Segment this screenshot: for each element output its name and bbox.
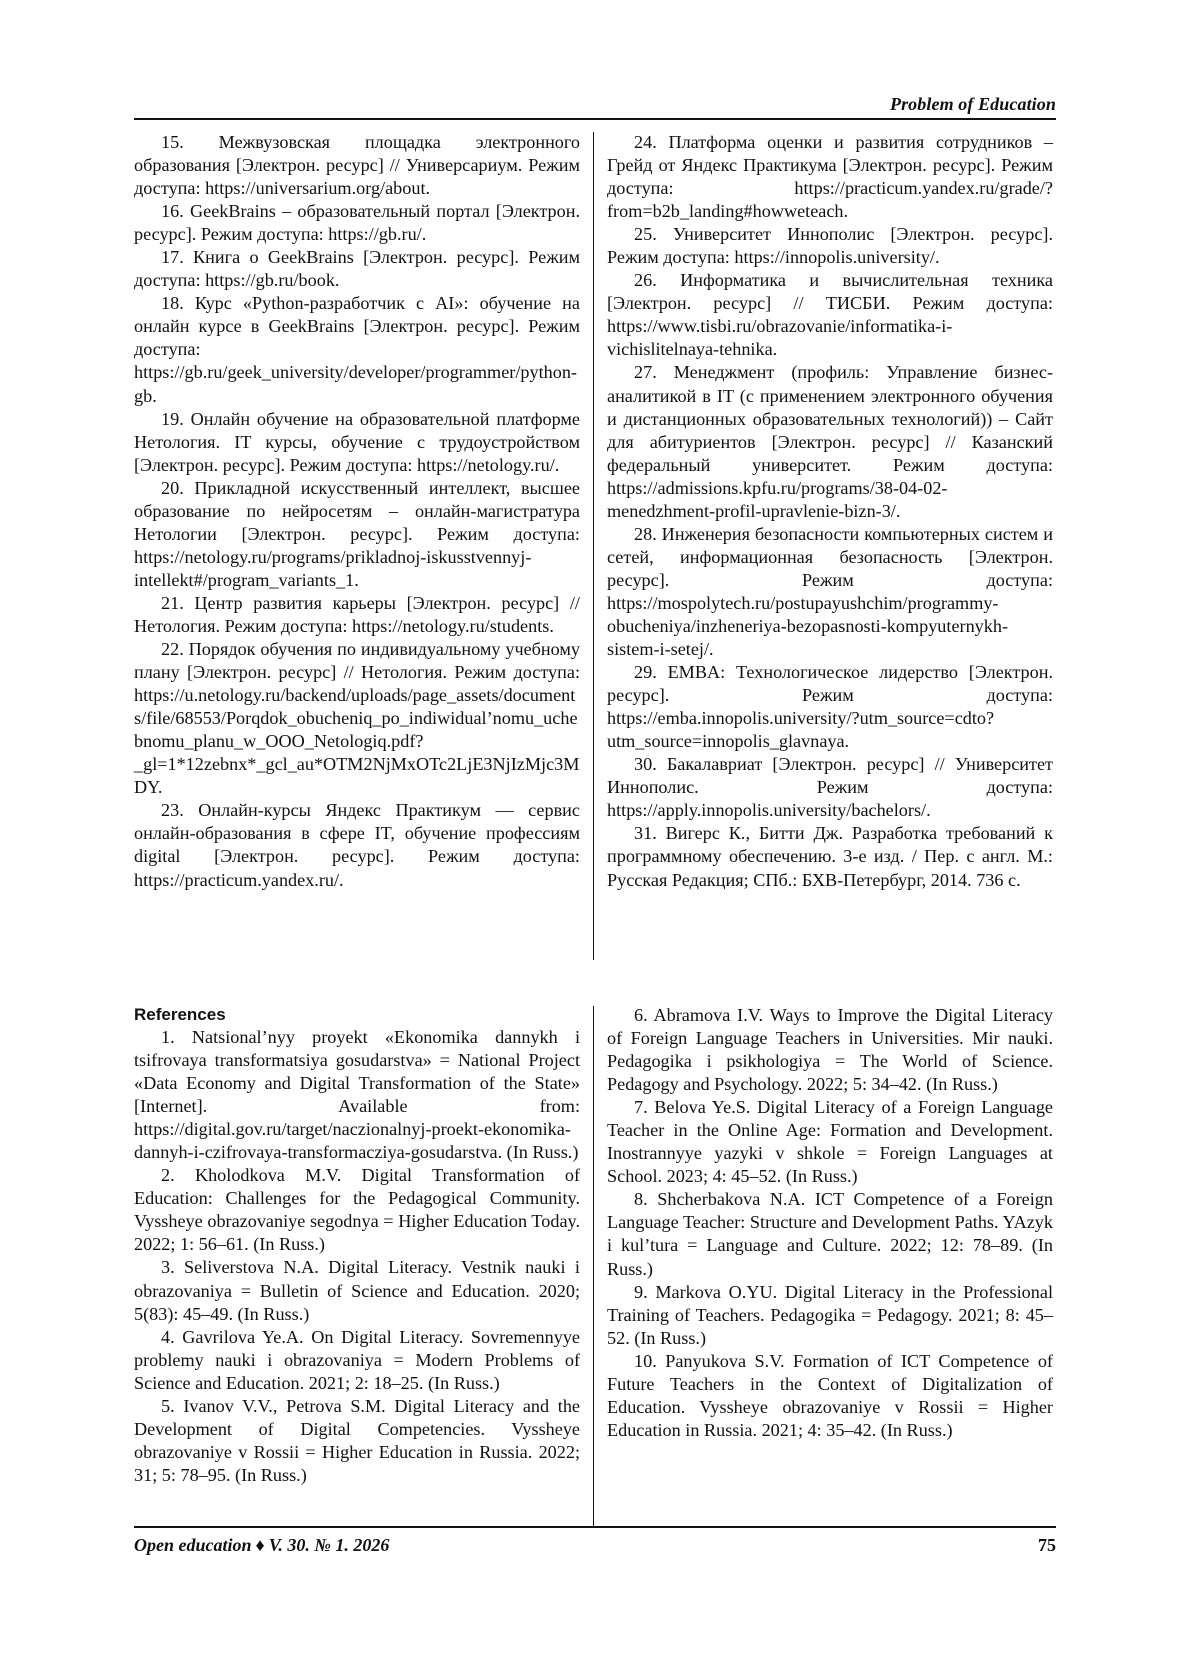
running-header [134,92,1056,120]
ref-entry-5: 5. Ivanov V.V., Petrova S.M. Digital Literacy and the Development of Digital Competencies. Vyssheye obrazovaniye v Rossii = Higher Education in Russia. 2022; 31; 5: 78–95. (In Russ.) [134,1395,580,1485]
bib-entry-24: 24. Платформа оценки и развития сотрудников – Грейд от Яндекс Практикума [Электрон. ресурс]. Режим доступа: https://practicum.yandex.ru/grade/?from=b2b_landing#howweteach. [607,132,1053,222]
bib-entry-18: 18. Курс «Python-разработчик с AI»: обучение на онлайн курсе в GeekBrains [Электрон. ресурс]. Режим доступа: https://gb.ru/geek_university/developer/programmer/python-gb. [134,293,580,406]
bib-entry-23: 23. Онлайн-курсы Яндекс Практикум — сервис онлайн-образования в сфере IT, обучение профессиям digital [Электрон. ресурс]. Режим доступа: https://practicum.yandex.ru/. [134,800,580,890]
bib-entry-20: 20. Прикладной искусственный интеллект, высшее образование по нейросетям – онлайн-магистратура Нетологии [Электрон. ресурс]. Режим доступа: https://netology.ru/programs/prikladnoj-iskusstvennyj-intellekt#/program_variants_1. [134,477,580,590]
bibliography-right-column [607,131,1053,892]
ref-entry-8: 8. Shcherbakova N.A. ICT Competence of a Foreign Language Teacher: Structure and Development Paths. YAzyk i kul’tura = Language and Culture. 2022; 12: 78–89. (In Russ.) [607,1189,1053,1279]
references-heading: References [134,1005,226,1024]
bib-entry-27: 27. Менеджмент (профиль: Управление бизнес-аналитикой в IT (с применением электронного обучения и дистанционных образовательных технологий)) – Сайт для абитуриентов [Электрон. ресурс] // Казанский федеральный университет. Режим доступа: https://admissions.kpfu.ru/programs/38-04-02-menedzhment-profil-upravlenie-bizn-3/. [607,362,1053,521]
page-number: 75 [1038,1535,1056,1555]
column-divider-top [593,132,594,960]
diamond-icon: ♦ [255,1535,265,1555]
ref-entry-9: 9. Markova O.YU. Digital Literacy in the Professional Training of Teachers. Pedagogika = Pedagogy. 2021; 8: 45–52. (In Russ.) [607,1281,1053,1348]
journal-volume: V. 30. № 1. 2026 [268,1535,390,1555]
journal-citation [134,1535,389,1556]
bib-entry-30: 30. Бакалавриат [Электрон. ресурс] // Университет Иннополис. Режим доступа: https://apply.innopolis.university/bachelors/. [607,754,1053,821]
bib-entry-29: 29. EMBA: Технологическое лидерство [Электрон. ресурс]. Режим доступа: https://emba.innopolis.university/?utm_source=cdto?utm_source=innopolis_glavnaya. [607,662,1053,752]
running-footer [134,1526,1056,1566]
footer-rule [134,1526,1056,1528]
references-right-column [607,1004,1053,1442]
ref-entry-6: 6. Abramova I.V. Ways to Improve the Digital Literacy of Foreign Language Teachers in Universities. Mir nauki. Pedagogika i psikhologiya = The World of Science. Pedagogy and Psychology. 2022; 5: 34–42. (In Russ.) [607,1005,1053,1095]
bib-entry-16: 16. GeekBrains – образовательный портал [Электрон. ресурс]. Режим доступа: https://gb.ru/. [134,201,580,245]
ref-entry-2: 2. Kholodkova M.V. Digital Transformation of Education: Challenges for the Pedagogical Community. Vyssheye obrazovaniye segodnya = Higher Education Today. 2022; 1: 56–61. (In Russ.) [134,1165,580,1255]
ref-entry-4: 4. Gavrilova Ye.A. On Digital Literacy. Sovremennyye problemy nauki i obrazovaniya = Modern Problems of Science and Education. 2021; 2: 18–25. (In Russ.) [134,1326,580,1393]
ref-entry-3: 3. Seliverstova N.A. Digital Literacy. Vestnik nauki i obrazovaniya = Bulletin of Science and Education. 2020; 5(83): 45–49. (In Russ.) [134,1257,580,1324]
ref-entry-1: 1. Natsional’nyy proyekt «Ekonomika dannykh i tsifrovaya transformatsiya gosudarstva» = National Project «Data Economy and Digital Transformation of the State» [Internet]. Available from: https://digital.gov.ru/target/naczionalnyj-proekt-ekonomika-dannyh-i-czifrovaya-transformacziya-gosudarstva. (In Russ.) [134,1027,580,1163]
bib-entry-21: 21. Центр развития карьеры [Электрон. ресурс] // Нетология. Режим доступа: https://netology.ru/students. [134,592,580,636]
bib-entry-19: 19. Онлайн обучение на образовательной платформе Нетология. IT курсы, обучение с трудоустройством [Электрон. ресурс]. Режим доступа: https://netology.ru/. [134,408,580,475]
ref-entry-7: 7. Belova Ye.S. Digital Literacy of a Foreign Language Teacher in the Online Age: Formation and Development. Inostrannyye yazyki v shkole = Foreign Languages at School. 2023; 4: 45–52. (In Russ.) [607,1097,1053,1187]
column-divider-bottom [593,1006,594,1526]
ref-entry-10: 10. Panyukova S.V. Formation of ICT Competence of Future Teachers in the Context of Digitalization of Education. Vyssheye obrazovaniye v Rossii = Higher Education in Russia. 2021; 4: 35–42. (In Russ.) [607,1350,1053,1440]
section-title: Problem of Education [889,94,1056,114]
bib-entry-22: 22. Порядок обучения по индивидуальному учебному плану [Электрон. ресурс] // Нетология. Режим доступа: https://u.netology.ru/backend/uploads/page_assets/documents/file/68553/Porqdok_obucheniq_po_indiwidual’nomu_uchebnomu_planu_w_OOO_Netologiq.pdf?_gl=1*12zebnx*_gcl_au*OTM2NjMxOTc2LjE3NjIzMjc3MDY. [134,639,580,798]
header-rule [134,118,1056,120]
bib-entry-31: 31. Вигерс К., Битти Дж. Разработка требований к программному обеспечению. 3-е изд. / Пер. с англ. М.: Русская Редакция; СПб.: БХВ-Петербург, 2014. 736 с. [607,823,1053,890]
bib-entry-25: 25. Университет Иннополис [Электрон. ресурс]. Режим доступа: https://innopolis.university/. [607,224,1053,268]
bib-entry-26: 26. Информатика и вычислительная техника [Электрон. ресурс] // ТИСБИ. Режим доступа: https://www.tisbi.ru/obrazovanie/informatika-i-vichislitelnaya-tehnika. [607,270,1053,360]
journal-name: Open education [134,1535,252,1555]
bib-entry-15: 15. Межвузовская площадка электронного образования [Электрон. ресурс] // Универсариум. Режим доступа: https://universarium.org/about. [134,132,580,199]
bibliography-left-column [134,131,580,892]
bib-entry-28: 28. Инженерия безопасности компьютерных систем и сетей, информационная безопасность [Электрон. ресурс]. Режим доступа: https://mospolytech.ru/postupayushchim/programmy-obucheniya/inzheneriya-bezopasnosti-kompyuternykh-sistem-i-setej/. [607,523,1053,660]
bib-entry-17: 17. Книга о GeekBrains [Электрон. ресурс]. Режим доступа: https://gb.ru/book. [134,247,580,291]
references-left-column [134,1004,580,1487]
